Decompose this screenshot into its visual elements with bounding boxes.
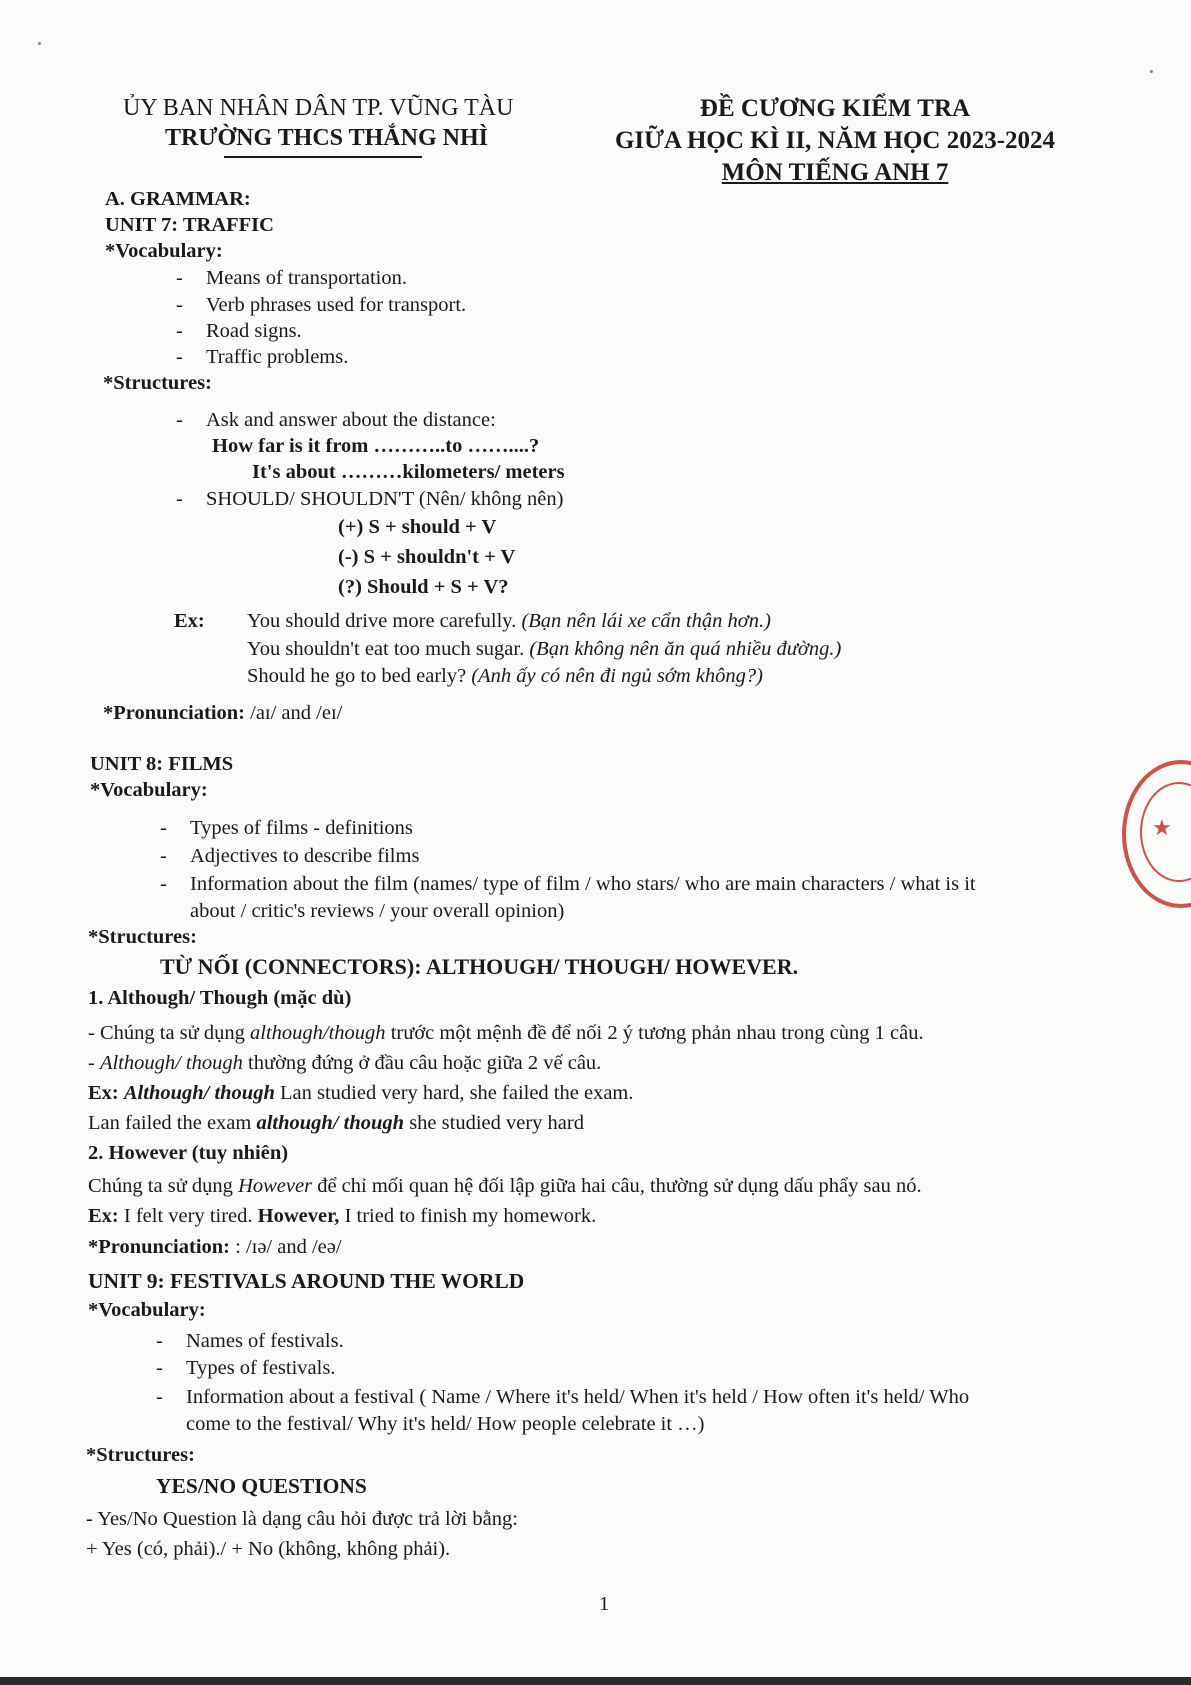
official-seal — [1122, 760, 1191, 908]
formula-question: (?) Should + S + V? — [338, 576, 509, 598]
unit7-structure-distance: - Ask and answer about the distance: — [176, 409, 496, 431]
unit8-vocab-heading: *Vocabulary: — [90, 779, 208, 801]
unit7-vocab-item: - Road signs. — [176, 320, 302, 342]
school-name — [165, 123, 488, 153]
unit8-vocab-item: - Types of films - definitions — [160, 817, 413, 839]
unit8-vocab-item: - Information about the film (names/ type of film / who stars/ who are main characters / what is it — [160, 873, 976, 895]
although-heading: 1. Although/ Though (mặc dù) — [88, 987, 352, 1009]
example-1: You should drive more carefully. (Bạn nên lái xe cẩn thận hơn.) — [247, 610, 771, 632]
unit9-structures-heading: *Structures: — [86, 1444, 195, 1466]
yes-no-heading: YES/NO QUESTIONS — [156, 1474, 367, 1498]
formula-negative: (-) S + shouldn't + V — [338, 546, 516, 568]
seal-star-icon: ★ — [1152, 815, 1172, 840]
section-a-heading: A. GRAMMAR: — [105, 188, 251, 210]
unit9-vocab-item: - Types of festivals. — [156, 1357, 336, 1379]
unit9-vocab-item: - Information about a festival ( Name / Where it's held/ When it's held / How often it's held/ Who — [156, 1386, 970, 1408]
however-heading: 2. However (tuy nhiên) — [88, 1142, 289, 1164]
distance-answer: It's about ………kilometers/ meters — [252, 461, 565, 483]
yes-no-definition: - Yes/No Question là dạng câu hỏi được trả lời bằng: — [86, 1508, 518, 1530]
although-example-2: Lan failed the exam although/ though she studied very hard — [88, 1112, 584, 1134]
scan-speck — [38, 42, 41, 45]
school-underline — [224, 156, 422, 158]
unit7-vocab-heading: *Vocabulary: — [105, 240, 223, 262]
unit9-vocab-item-cont: come to the festival/ Why it's held/ How people celebrate it …) — [186, 1413, 705, 1435]
unit8-vocab-item-cont: about / critic's reviews / your overall opinion) — [190, 900, 565, 922]
scan-speck — [1150, 70, 1153, 73]
formula-positive: (+) S + should + V — [338, 516, 497, 538]
unit7-structure-should: - SHOULD/ SHOULDN'T (Nên/ không nên) — [176, 488, 564, 510]
unit7-vocab-item: - Traffic problems. — [176, 346, 349, 368]
committee-name: ỦY BAN NHÂN DÂN TP. VŨNG TÀU — [123, 95, 514, 121]
unit7-structures-heading: *Structures: — [103, 372, 212, 394]
example-2: You shouldn't eat too much sugar. (Bạn không nên ăn quá nhiều đường.) — [247, 638, 842, 660]
title-line-2: GIỮA HỌC KÌ II, NĂM HỌC 2023-2024 — [614, 126, 1056, 154]
unit8-title: UNIT 8: FILMS — [90, 753, 234, 775]
unit7-vocab-item: - Means of transportation. — [176, 267, 407, 289]
title-line-3: MÔN TIẾNG ANH 7 — [721, 158, 949, 186]
unit7-vocab-item: - Verb phrases used for transport. — [176, 294, 467, 316]
although-example-1: Ex: Although/ though Lan studied very hard, she failed the exam. — [88, 1082, 634, 1104]
page-number: 1 — [599, 1593, 610, 1615]
document-title — [600, 93, 1070, 188]
unit8-vocab-item: - Adjectives to describe films — [160, 845, 420, 867]
example-3: Should he go to bed early? (Anh ấy có nên đi ngủ sớm không?) — [247, 665, 763, 687]
scan-bottom-edge — [0, 1677, 1191, 1685]
yes-no-answers: + Yes (có, phải)./ + No (không, không phải). — [86, 1538, 451, 1560]
although-rule-2: - Although/ though thường đứng ở đầu câu hoặc giữa 2 vế câu. — [88, 1052, 602, 1074]
title-line-1: ĐỀ CƯƠNG KIỂM TRA — [699, 95, 971, 122]
unit9-title: UNIT 9: FESTIVALS AROUND THE WORLD — [88, 1269, 525, 1293]
unit8-structures-heading: *Structures: — [88, 926, 197, 948]
unit7-pronunciation: *Pronunciation: /aɪ/ and /eɪ/ — [103, 702, 343, 724]
unit8-pronunciation: *Pronunciation: : /ɪə/ and /eə/ — [88, 1236, 342, 1258]
school-name-text: TRƯỜNG THCS THẮNG NHÌ — [165, 125, 488, 151]
distance-question: How far is it from ………..to ……....? — [212, 435, 540, 457]
unit7-title: UNIT 7: TRAFFIC — [105, 214, 274, 236]
unit9-vocab-heading: *Vocabulary: — [88, 1299, 206, 1321]
although-rule-1: - Chúng ta sử dụng although/though trước một mệnh đề để nối 2 ý tương phản nhau trong cùng 1 câu. — [88, 1022, 924, 1044]
unit9-vocab-item: - Names of festivals. — [156, 1330, 344, 1352]
example-label: Ex: — [174, 610, 205, 632]
however-example: Ex: I felt very tired. However, I tried to finish my homework. — [88, 1205, 597, 1227]
however-rule: Chúng ta sử dụng However để chỉ mối quan hệ đối lập giữa hai câu, thường sử dụng dấu phẩy sau nó. — [88, 1175, 922, 1197]
connectors-heading: TỪ NỐI (CONNECTORS): ALTHOUGH/ THOUGH/ HOWEVER. — [160, 954, 799, 979]
